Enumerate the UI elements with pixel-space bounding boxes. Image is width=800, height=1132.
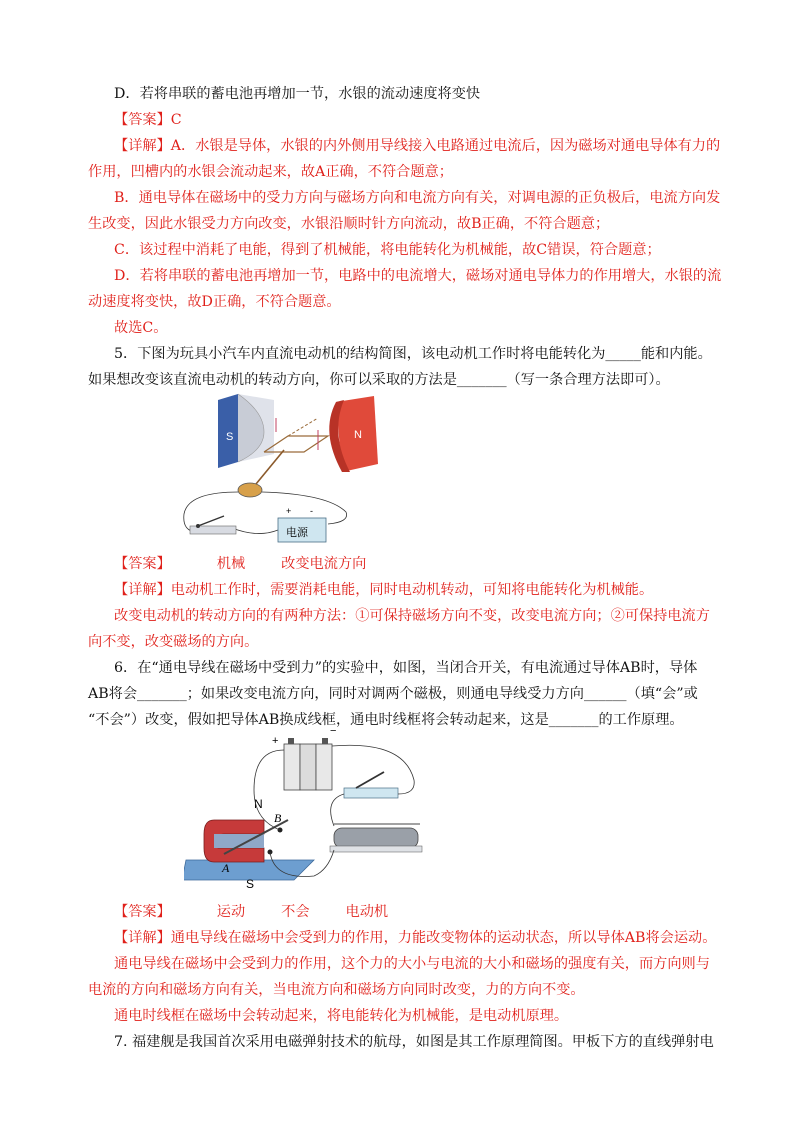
q6-stem-line2: AB将会_______；如果改变电流方向，同时对调两个磁极，则通电导线受力方向______（填“会”或 — [88, 686, 698, 702]
detail-label: 【详解】 — [114, 930, 171, 946]
fig-b-label: B — [274, 811, 282, 825]
fig-a-label: A — [222, 861, 230, 875]
q5-answer — [114, 554, 754, 574]
q6-stem-line1: 6．在“通电导线在磁场中受到力”的实验中，如图，当闭合开关，有电流通过导体AB时，导体 — [114, 660, 698, 676]
detail-text: A．水银是导体，水银的内外侧用导线接入电路通过电流后，因为磁场对通电导体有力的 — [170, 138, 721, 154]
answer-1: 机械 — [216, 556, 246, 572]
answer-2: 不会 — [281, 904, 310, 920]
detail-text: 通电导线在磁场中会受到力的作用，力能改变物体的运动状态，所以导体AB将会运动。 — [170, 930, 717, 946]
answer-3: 电动机 — [345, 904, 389, 920]
q5-detail-2: 改变电动机的转动方向的有两种方法：①可保持磁场方向不变，改变电流方向；②可保持电流方 — [114, 608, 710, 624]
fig-plus-label: + — [286, 506, 292, 516]
q4-detail-b1: B．通电导体在磁场中的受力方向与磁场方向和电流方向有关，对调电源的正负极后，电流方向发 — [114, 190, 721, 206]
q4-detail-c: C．该过程中消耗了电能，得到了机械能，将电能转化为机械能，故C错误，符合题意； — [114, 242, 661, 258]
q4-conclusion: 故选C。 — [114, 320, 168, 336]
fig-n-label: N — [254, 797, 263, 811]
q5-stem-line1: 5．下图为玩具小汽车内直流电动机的结构简图，该电动机工作时将电能转化为_____能和内能。 — [114, 346, 712, 362]
q4-answer — [114, 110, 754, 130]
q4-detail-d1: D．若将串联的蓄电池再增加一节，电路中的电流增大，磁场对通电导体力的作用增大，水银的流 — [114, 268, 722, 284]
answer-label: 【答案】 — [114, 556, 171, 572]
q4-option-d: D．若将串联的蓄电池再增加一节，水银的流动速度将变快 — [114, 86, 481, 102]
dc-motor-figure — [178, 392, 398, 548]
q7-stem-line1: 7. 福建舰是我国首次采用电磁弹射技术的航母，如图是其工作原理简图。甲板下方的直线弹射电 — [114, 1034, 714, 1050]
q5-stem-line2: 如果想改变该直流电动机的转动方向，你可以采取的方法是_______（写一条合理方法即可）。 — [88, 372, 670, 388]
fig-power-label: 电源 — [286, 526, 308, 539]
q6-stem-line3: “不会”）改变，假如把导体AB换成线框，通电时线框将会转动起来，这是_______的工作原理。 — [88, 712, 684, 728]
fig-n-label: N — [354, 429, 362, 441]
q4-detail-a2: 作用，凹槽内的水银会流动起来，故A正确，不符合题意； — [88, 164, 453, 180]
detail-label: 【详解】 — [114, 138, 171, 154]
fig-plus-label: + — [272, 735, 279, 747]
detail-label: 【详解】 — [114, 582, 171, 598]
q5-detail-1 — [114, 580, 754, 600]
fig-s-label: S — [226, 431, 234, 443]
q6-answer — [114, 902, 754, 922]
q6-detail-1 — [114, 928, 754, 948]
q4-detail-a1 — [114, 136, 754, 156]
answer-1: 运动 — [216, 904, 246, 920]
q6-detail-4: 通电时线框在磁场中会转动起来，将电能转化为机械能，是电动机原理。 — [114, 1008, 569, 1024]
circuit-experiment-figure — [184, 730, 444, 890]
fig-minus-label: - — [310, 506, 313, 516]
answer-label: 【答案】 — [114, 112, 171, 128]
answer-2: 改变电流方向 — [281, 556, 367, 572]
detail-text: 电动机工作时，需要消耗电能，同时电动机转动，可知将电能转化为机械能。 — [170, 582, 654, 598]
fig-minus-label: − — [330, 730, 337, 737]
q6-detail-2: 通电导线在磁场中会受到力的作用，这个力的大小与电流的大小和磁场的强度有关，而方向则与 — [114, 956, 710, 972]
answer-value: C — [170, 112, 182, 128]
fig-s-label: S — [246, 877, 255, 890]
q5-detail-3: 向不变，改变磁场的方向。 — [88, 634, 259, 650]
q6-detail-3: 电流的方向和磁场方向有关，当电流方向和磁场方向同时改变，力的方向不变。 — [88, 982, 585, 998]
q4-detail-d2: 动速度将变快，故D正确，不符合题意。 — [88, 294, 341, 310]
answer-label: 【答案】 — [114, 904, 171, 920]
q4-detail-b2: 生改变，因此水银受力方向改变，水银沿顺时针方向流动，故B正确，不符合题意； — [88, 216, 610, 232]
